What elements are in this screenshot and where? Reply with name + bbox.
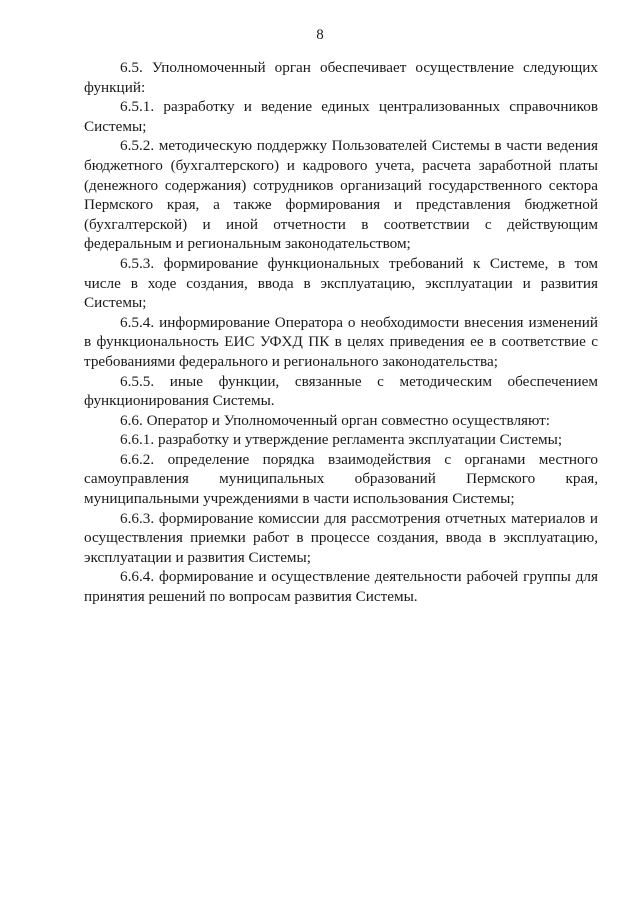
paragraph-6-5-3: 6.5.3. формирование функциональных требований к Системе, в том числе в ходе создания, ввода в эксплуатацию, эксплуатации и развития Системы; [84,254,598,312]
paragraph-6-5-2: 6.5.2. методическую поддержку Пользователей Системы в части ведения бюджетного (бухгалтерского) и кадрового учета, расчета заработной платы (денежного содержания) сотрудников организаций государственного сектора Пермского края, а также формирования и представления бюджетной (бухгалтерской) и иной отчетности в соответствии с действующим федеральным и региональным законодательством; [84,137,598,253]
document-body [84,58,598,607]
paragraph-6-5-4: 6.5.4. информирование Оператора о необходимости внесения изменений в функциональность ЕИС УФХД ПК в целях приведения ее в соответствие с требованиями федерального и регионального законодательства; [84,313,598,370]
paragraph-6-5-5: 6.5.5. иные функции, связанные с методическим обеспечением функционирования Системы. [84,372,598,410]
paragraph-6-6-3: 6.6.3. формирование комиссии для рассмотрения отчетных материалов и осуществления приемки работ в процессе создания, ввода в эксплуатацию, эксплуатации и развития Системы; [84,509,598,566]
paragraph-6-5: 6.5. Уполномоченный орган обеспечивает осуществление следующих функций: [84,59,598,96]
paragraph-6-6-4: 6.6.4. формирование и осуществление деятельности рабочей группы для принятия решений по вопросам развития Системы. [84,568,598,606]
paragraph-6-6-2: 6.6.2. определение порядка взаимодействия с органами местного самоуправления муниципальных образований Пермского края, муниципальными учреждениями в части использования Системы; [84,450,598,508]
paragraph-6-6-1: 6.6.1. разработку и утверждение регламента эксплуатации Системы; [120,431,563,449]
paragraph-6-6: 6.6. Оператор и Уполномоченный орган совместно осуществляют: [120,411,551,429]
paragraph-6-5-1: 6.5.1. разработку и ведение единых централизованных справочников Системы; [84,98,598,135]
page-number: 8 [316,27,324,43]
